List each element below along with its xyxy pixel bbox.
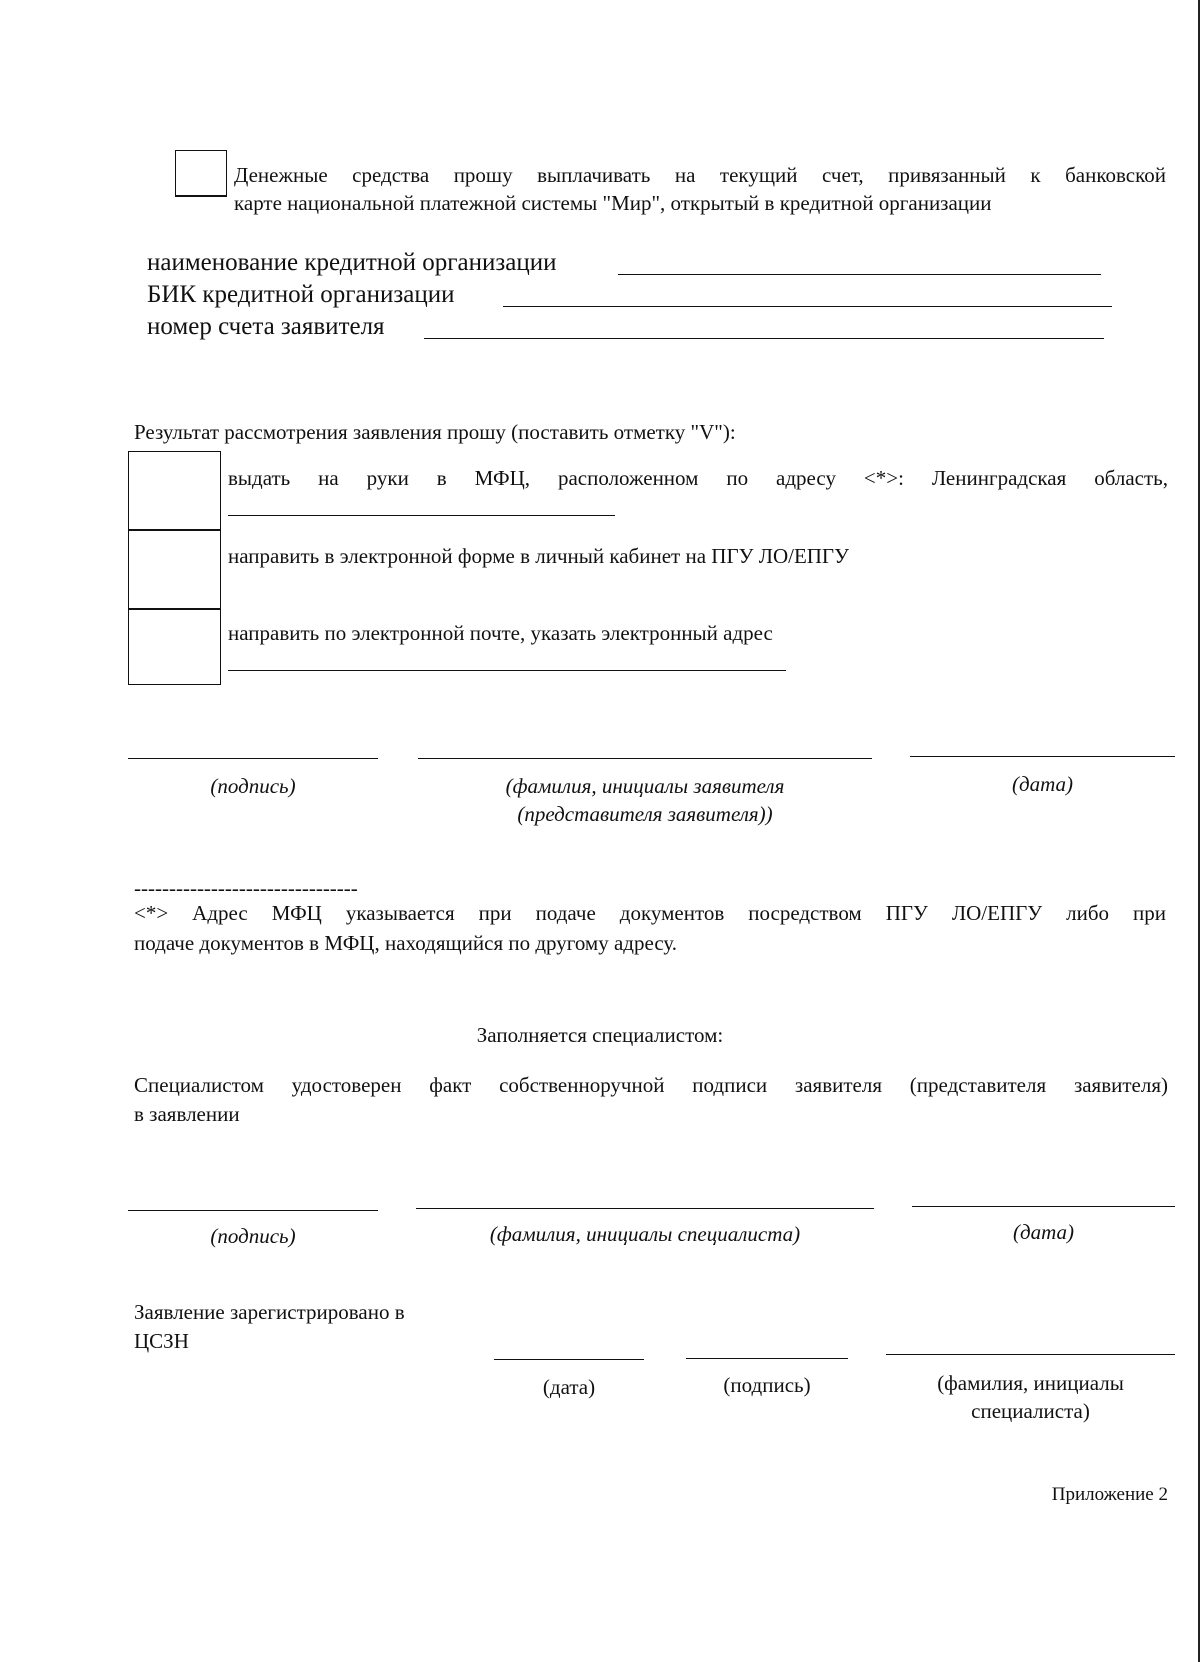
result-heading: Результат рассмотрения заявления прошу (поставить отметку "V"): xyxy=(134,420,736,444)
result-checkbox-portal[interactable] xyxy=(128,529,221,610)
bik-field[interactable] xyxy=(503,306,1112,307)
footnote-separator: -------------------------------- xyxy=(134,876,358,900)
payment-checkbox[interactable] xyxy=(175,150,227,196)
account-field[interactable] xyxy=(424,338,1104,339)
mfc-address-field[interactable] xyxy=(228,515,615,516)
specialist-signature-line[interactable] xyxy=(128,1210,378,1211)
specialist-name-line[interactable] xyxy=(416,1208,874,1209)
registration-name-caption-line1: (фамилия, инициалы xyxy=(937,1371,1124,1395)
registration-signature-line[interactable] xyxy=(686,1358,848,1359)
applicant-name-caption-line2: (представителя заявителя)) xyxy=(517,802,773,826)
payment-option-line1: Денежные средства прошу выплачивать на текущий счет, привязанный к банковской xyxy=(234,163,1166,187)
registration-line1: Заявление зарегистрировано в xyxy=(134,1300,405,1324)
payment-option-line2: карте национальной платежной системы "Мир", открытый в кредитной организации xyxy=(234,191,992,215)
specialist-name-caption: (фамилия, инициалы специалиста) xyxy=(489,1222,801,1246)
account-label: номер счета заявителя xyxy=(147,313,385,340)
result-option-mfc: выдать на руки в МФЦ, расположенном по адресу <*>: Ленинградская область, xyxy=(228,466,1168,490)
registration-line2: ЦСЗН xyxy=(134,1329,189,1353)
bik-label: БИК кредитной организации xyxy=(147,281,455,308)
footnote-line1: <*> Адрес МФЦ указывается при подаче документов посредством ПГУ ЛО/ЕПГУ либо при xyxy=(134,901,1166,925)
registration-name-line[interactable] xyxy=(886,1354,1175,1355)
applicant-signature-caption: (подпись) xyxy=(210,774,296,798)
registration-date-caption: (дата) xyxy=(542,1375,596,1399)
specialist-date-caption: (дата) xyxy=(1012,1220,1075,1244)
result-checkbox-email[interactable] xyxy=(128,608,221,685)
applicant-date-line[interactable] xyxy=(910,756,1175,757)
applicant-name-line[interactable] xyxy=(418,758,872,759)
registration-name-caption-line2: специалиста) xyxy=(971,1399,1090,1423)
checkbox-underline xyxy=(175,196,227,197)
specialist-signature-caption: (подпись) xyxy=(210,1224,296,1248)
applicant-signature-line[interactable] xyxy=(128,758,378,759)
specialist-text-line2: в заявлении xyxy=(134,1102,240,1126)
registration-signature-caption: (подпись) xyxy=(723,1373,811,1397)
footnote-line2: подаче документов в МФЦ, находящийся по другому адресу. xyxy=(134,931,678,955)
appendix-label: Приложение 2 xyxy=(1051,1484,1168,1505)
specialist-heading: Заполняется специалистом: xyxy=(476,1023,724,1047)
bank-name-label: наименование кредитной организации xyxy=(147,249,557,276)
applicant-date-caption: (дата) xyxy=(1011,772,1074,796)
specialist-text-line1: Специалистом удостоверен факт собственноручной подписи заявителя (представителя заявителя) xyxy=(134,1073,1168,1097)
result-option-email: направить по электронной почте, указать электронный адрес xyxy=(228,621,773,645)
applicant-name-caption-line1: (фамилия, инициалы заявителя xyxy=(505,774,785,798)
bank-name-field[interactable] xyxy=(618,274,1101,275)
email-address-field[interactable] xyxy=(228,670,786,671)
result-checkbox-mfc[interactable] xyxy=(128,451,221,531)
registration-date-line[interactable] xyxy=(494,1359,644,1360)
specialist-date-line[interactable] xyxy=(912,1206,1175,1207)
result-option-portal: направить в электронной форме в личный кабинет на ПГУ ЛО/ЕПГУ xyxy=(228,544,849,568)
